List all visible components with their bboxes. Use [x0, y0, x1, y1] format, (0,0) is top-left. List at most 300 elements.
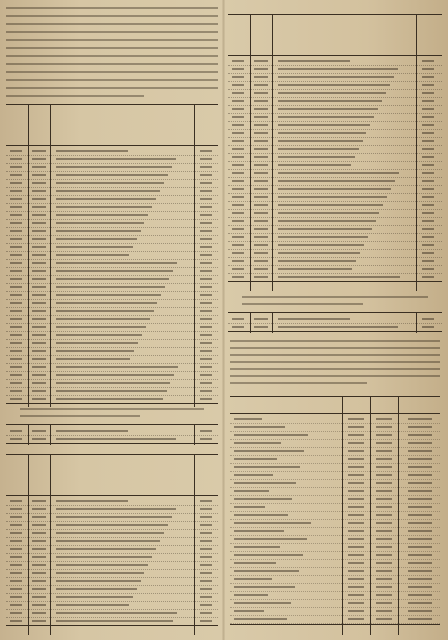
table-cell: [56, 580, 141, 582]
text-line: [6, 23, 218, 25]
table-cell: [32, 382, 46, 384]
text-line: [6, 87, 218, 89]
table-cell: [200, 390, 212, 392]
table-cell: [56, 238, 137, 240]
table-cell: [200, 438, 212, 440]
table-cell: [254, 140, 268, 142]
table-cell: [254, 260, 268, 262]
tally-cell: [348, 458, 364, 460]
tally-cell: [234, 434, 308, 436]
table-cell: [56, 262, 177, 264]
text-line: [230, 361, 440, 363]
table-cell: [278, 318, 350, 320]
table-cell: [10, 390, 22, 392]
table-cell: [32, 564, 46, 566]
table-cell: [10, 350, 22, 352]
table-cell: [10, 342, 22, 344]
tally-cell: [234, 482, 296, 484]
table-cell: [254, 228, 268, 230]
table-cell: [254, 268, 268, 270]
table-cell: [200, 206, 212, 208]
tally-cell: [234, 562, 276, 564]
table-cell: [32, 374, 46, 376]
table-cell: [200, 366, 212, 368]
table-cell: [200, 588, 212, 590]
table-cell: [32, 246, 46, 248]
tally-cell: [234, 474, 273, 476]
table-cell: [422, 108, 434, 110]
table-cell: [278, 68, 398, 70]
tally-cell: [348, 482, 364, 484]
tally-row: [230, 615, 440, 624]
tally-cell: [234, 530, 284, 532]
table-cell: [254, 180, 268, 182]
table-cell: [232, 252, 244, 254]
table-cell: [32, 548, 46, 550]
table-cell: [254, 252, 268, 254]
table-cell: [56, 612, 177, 614]
table-cell: [254, 92, 268, 94]
tally-cell: [376, 522, 392, 524]
tally-cell: [348, 442, 364, 444]
table-cell: [200, 516, 212, 518]
table-cell: [56, 342, 138, 344]
table-cell: [56, 182, 164, 184]
table-cell: [422, 196, 434, 198]
table-cell: [254, 100, 268, 102]
text-line: [230, 347, 440, 349]
tally-cell: [348, 586, 364, 588]
table-cell: [10, 438, 22, 440]
table-cell: [10, 182, 22, 184]
table-cell: [32, 302, 46, 304]
table-cell: [200, 572, 212, 574]
descendants-table-1: [6, 104, 218, 407]
table-cell: [232, 68, 244, 70]
table-cell: [254, 244, 268, 246]
table-cell: [200, 620, 212, 622]
table-cell: [56, 556, 152, 558]
table-cell: [422, 132, 434, 134]
table-cell: [200, 230, 212, 232]
tally-cell: [408, 498, 432, 500]
tally-cell: [376, 570, 392, 572]
table-cell: [200, 374, 212, 376]
table-cell: [200, 612, 212, 614]
table-cell: [422, 92, 434, 94]
table-cell: [278, 326, 398, 328]
table-cell: [200, 548, 212, 550]
tally-cell: [376, 466, 392, 468]
table-cell: [56, 596, 133, 598]
tally-cell: [376, 546, 392, 548]
table-cell: [32, 620, 46, 622]
table-cell: [200, 532, 212, 534]
table-cell: [422, 252, 434, 254]
table-cell: [200, 596, 212, 598]
tally-table: [230, 396, 440, 635]
tally-cell: [376, 506, 392, 508]
tally-cell: [408, 418, 432, 420]
table-cell: [32, 158, 46, 160]
tally-cell: [408, 586, 432, 588]
table-cell: [56, 358, 130, 360]
tally-cell: [408, 546, 432, 548]
tally-cell: [376, 514, 392, 516]
table-cell: [32, 150, 46, 152]
table-cell: [254, 156, 268, 158]
table-cell: [232, 268, 244, 270]
tally-cell: [348, 506, 364, 508]
closing-note: [242, 294, 428, 308]
tally-cell: [348, 610, 364, 612]
table-cell: [10, 382, 22, 384]
table-cell: [10, 588, 22, 590]
text-line: [20, 415, 140, 417]
tally-cell: [376, 530, 392, 532]
tally-cell: [234, 522, 311, 524]
table-cell: [200, 278, 212, 280]
table-cell: [232, 108, 244, 110]
table-cell: [278, 108, 378, 110]
table-cell: [10, 326, 22, 328]
table-cell: [32, 580, 46, 582]
table-cell: [56, 548, 156, 550]
table-cell: [232, 188, 244, 190]
table-cell: [10, 222, 22, 224]
tally-cell: [234, 450, 304, 452]
table-cell: [10, 294, 22, 296]
tally-cell: [348, 418, 364, 420]
tally-cell: [234, 458, 277, 460]
tally-cell: [234, 538, 307, 540]
table-cell: [32, 214, 46, 216]
intro-paragraph: [6, 4, 218, 100]
table-cell: [200, 398, 212, 400]
table-cell: [32, 596, 46, 598]
tally-cell: [234, 602, 291, 604]
table-cell: [254, 212, 268, 214]
tally-cell: [376, 594, 392, 596]
table-cell: [200, 262, 212, 264]
tally-cell: [234, 618, 287, 620]
table-cell: [10, 278, 22, 280]
tally-cell: [408, 530, 432, 532]
tally-cell: [408, 490, 432, 492]
table-cell: [32, 358, 46, 360]
table-cell: [200, 604, 212, 606]
table-cell: [422, 260, 434, 262]
tally-cell: [408, 594, 432, 596]
table-cell: [56, 302, 157, 304]
table-cell: [232, 172, 244, 174]
table-cell: [10, 398, 22, 400]
table-cell: [422, 212, 434, 214]
table-cell: [32, 398, 46, 400]
table-cell: [200, 564, 212, 566]
tally-cell: [408, 562, 432, 564]
tally-cell: [376, 418, 392, 420]
table-cell: [10, 620, 22, 622]
table-cell: [200, 238, 212, 240]
table-cell: [56, 382, 170, 384]
table-cell: [278, 100, 382, 102]
table-cell: [56, 588, 137, 590]
table-cell: [278, 116, 374, 118]
tally-cell: [408, 514, 432, 516]
table-cell: [10, 596, 22, 598]
table-cell: [278, 196, 387, 198]
table-cell: [278, 148, 359, 150]
table-cell: [254, 236, 268, 238]
table-cell: [10, 230, 22, 232]
table-cell: [56, 390, 167, 392]
table-cell: [10, 246, 22, 248]
text-line: [242, 296, 428, 298]
table-cell: [200, 174, 212, 176]
table-cell: [200, 310, 212, 312]
tally-cell: [376, 426, 392, 428]
table-cell: [422, 326, 434, 328]
table-cell: [278, 188, 391, 190]
text-line: [6, 39, 218, 41]
table-cell: [10, 548, 22, 550]
table-cell: [56, 500, 128, 502]
table-cell: [200, 198, 212, 200]
tally-cell: [348, 426, 364, 428]
text-line: [230, 340, 440, 342]
table-cell: [200, 580, 212, 582]
table-cell: [422, 60, 434, 62]
text-line: [242, 303, 363, 305]
table-cell: [10, 302, 22, 304]
table-cell: [32, 508, 46, 510]
table-cell: [278, 124, 370, 126]
table-cell: [32, 318, 46, 320]
table-header: [6, 105, 218, 146]
tally-cell: [408, 578, 432, 580]
table-cell: [10, 430, 22, 432]
table-cell: [56, 318, 150, 320]
table-cell: [56, 620, 173, 622]
table-cell: [422, 68, 434, 70]
table-cell: [422, 236, 434, 238]
table-cell: [200, 334, 212, 336]
table-cell: [10, 508, 22, 510]
tally-cell: [234, 466, 300, 468]
table-cell: [32, 198, 46, 200]
tally-cell: [408, 610, 432, 612]
table-cell: [422, 276, 434, 278]
tally-cell: [348, 570, 364, 572]
tally-cell: [376, 538, 392, 540]
table-cell: [422, 124, 434, 126]
table-cell: [232, 260, 244, 262]
table-cell: [56, 286, 165, 288]
table-cell: [422, 100, 434, 102]
table-cell: [56, 334, 142, 336]
table-cell: [232, 60, 244, 62]
table-cell: [254, 132, 268, 134]
tally-cell: [408, 602, 432, 604]
table-cell: [232, 228, 244, 230]
table-cell: [32, 254, 46, 256]
table-cell: [10, 524, 22, 526]
tally-cell: [348, 466, 364, 468]
table-cell: [278, 228, 372, 230]
table-cell: [232, 100, 244, 102]
table-cell: [278, 140, 363, 142]
table-cell: [422, 228, 434, 230]
table-cell: [56, 230, 141, 232]
table-cell: [56, 150, 128, 152]
table-cell: [278, 276, 400, 278]
table-cell: [56, 222, 144, 224]
table-cell: [10, 540, 22, 542]
tally-cell: [234, 546, 280, 548]
tally-cell: [408, 554, 432, 556]
table-cell: [200, 294, 212, 296]
tally-cell: [348, 450, 364, 452]
table-cell: [32, 334, 46, 336]
tally-total-row: [230, 624, 440, 635]
tally-cell: [348, 578, 364, 580]
table-cell: [254, 276, 268, 278]
tally-cell: [408, 618, 432, 620]
table-cell: [422, 188, 434, 190]
table-cell: [232, 116, 244, 118]
table-cell: [200, 382, 212, 384]
table-cell: [254, 196, 268, 198]
table-cell: [232, 318, 244, 320]
text-line: [6, 63, 218, 65]
table-cell: [10, 318, 22, 320]
tally-cell: [348, 618, 364, 620]
descendants-table-2: [6, 424, 218, 445]
table-cell: [200, 326, 212, 328]
table-cell: [254, 108, 268, 110]
table-cell: [278, 180, 395, 182]
text-line: [230, 354, 440, 356]
tally-cell: [408, 538, 432, 540]
table-cell: [422, 172, 434, 174]
table-cell: [200, 556, 212, 558]
tally-cell: [376, 450, 392, 452]
table-cell: [32, 190, 46, 192]
table-cell: [278, 92, 386, 94]
table-cell: [200, 508, 212, 510]
text-line: [6, 7, 218, 9]
tally-cell: [234, 498, 292, 500]
tally-cell: [408, 442, 432, 444]
table-cell: [10, 150, 22, 152]
tally-cell: [376, 458, 392, 460]
table-cell: [56, 374, 174, 376]
table-cell: [10, 556, 22, 558]
table-cell: [232, 140, 244, 142]
table-cell: [56, 572, 144, 574]
table-cell: [56, 190, 160, 192]
tally-cell: [234, 426, 285, 428]
tally-cell: [348, 602, 364, 604]
table-cell: [10, 604, 22, 606]
table-cell: [56, 246, 133, 248]
table-cell: [10, 612, 22, 614]
table-cell: [200, 182, 212, 184]
table-cell: [278, 268, 352, 270]
table-cell: [254, 318, 268, 320]
table-cell: [200, 358, 212, 360]
tally-cell: [408, 458, 432, 460]
table-cell: [10, 158, 22, 160]
table-cell: [10, 238, 22, 240]
table-cell: [10, 166, 22, 168]
table-cell: [10, 174, 22, 176]
table-cell: [56, 508, 176, 510]
tally-cell: [348, 474, 364, 476]
tally-cell: [408, 434, 432, 436]
table-cell: [278, 212, 379, 214]
table-cell: [200, 270, 212, 272]
tally-cell: [408, 466, 432, 468]
table-cell: [232, 220, 244, 222]
text-line: [6, 15, 218, 17]
table-cell: [32, 342, 46, 344]
table-cell: [232, 244, 244, 246]
tally-cell: [376, 482, 392, 484]
table-cell: [32, 262, 46, 264]
table-cell: [278, 132, 366, 134]
tally-cell: [408, 426, 432, 428]
table-cell: [56, 214, 148, 216]
tally-header: [230, 397, 440, 414]
table-cell: [200, 190, 212, 192]
tally-cell: [234, 554, 303, 556]
table-cell: [422, 140, 434, 142]
table-cell: [200, 500, 212, 502]
table-cell: [56, 166, 172, 168]
table-cell: [32, 326, 46, 328]
table-cell: [32, 532, 46, 534]
tally-cell: [234, 506, 265, 508]
table-cell: [10, 580, 22, 582]
tally-cell: [234, 514, 288, 516]
tally-cell: [408, 506, 432, 508]
table-cell: [32, 166, 46, 168]
table-cell: [32, 612, 46, 614]
table-cell: [422, 76, 434, 78]
table-cell: [254, 84, 268, 86]
table-cell: [200, 524, 212, 526]
table-cell: [254, 148, 268, 150]
table-cell: [56, 278, 169, 280]
tally-cell: [376, 602, 392, 604]
table-cell: [278, 220, 376, 222]
tally-cell: [408, 570, 432, 572]
table-cell: [232, 76, 244, 78]
table-header: [6, 455, 218, 496]
table-cell: [10, 516, 22, 518]
table-cell: [278, 260, 356, 262]
table-cell: [200, 318, 212, 320]
table-cell: [56, 254, 129, 256]
text-line: [6, 47, 218, 49]
table-cell: [200, 158, 212, 160]
table-cell: [56, 326, 146, 328]
table-cell: [10, 214, 22, 216]
table-cell: [10, 190, 22, 192]
table-cell: [278, 60, 350, 62]
